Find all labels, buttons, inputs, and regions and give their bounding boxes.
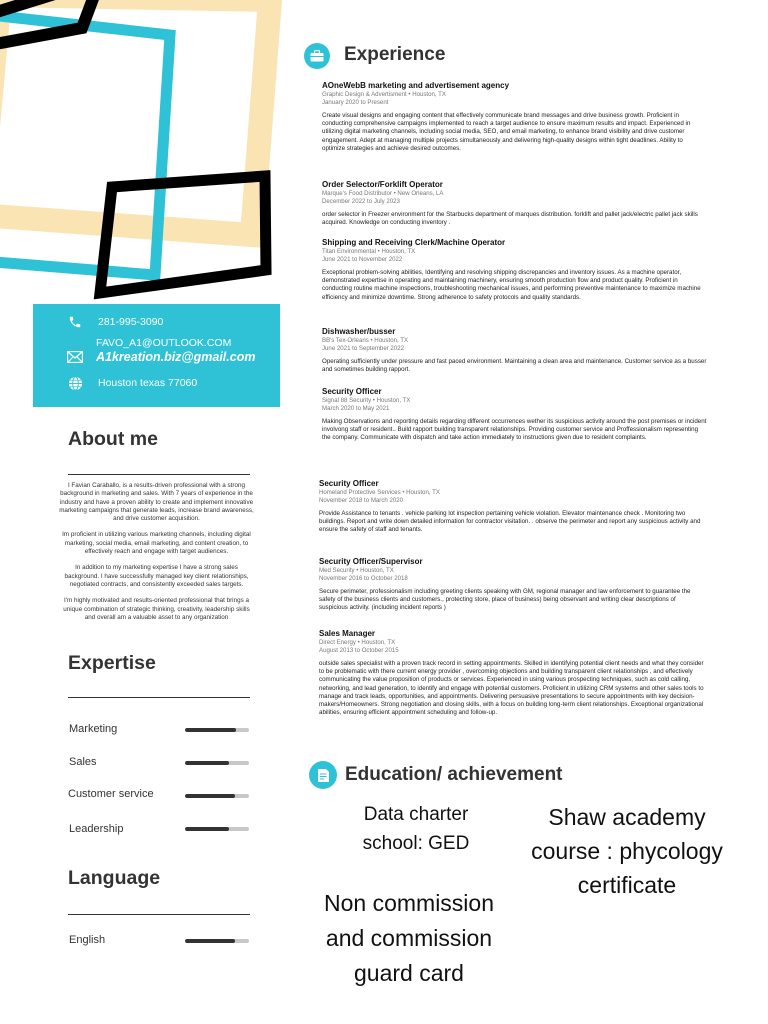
education-heading: Education/ achievement (345, 764, 563, 785)
skill-bar-fill (185, 761, 229, 765)
job-company: BB's Tex-Orleans • Houston, TX (322, 337, 409, 344)
skill-bar-fill (185, 728, 236, 732)
job-title: Order Selector/Forklift Operator (322, 180, 443, 189)
skill-bar (185, 827, 249, 831)
job-dates: March 2020 to May 2021 (322, 405, 390, 412)
skill-bar (185, 761, 249, 765)
job-description: outside sales specialist with a proven track record in setting appointments. Skilled in identifying potential client needs and what they consider to be problematic with there current energy provider , overcoming objections and building transparent client relationships , and effectively communicating the value proposition of products or services. Experienced in using various prospecting techniques, such as cold calling, networking, and lead generation, to identify and engage with potential customers. Proficient in utilizing CRM systems and other sales tools to manage and track leads, opportunities, and appointments. Delivering persuasive presentations to secure appointments with key decision-makers/Homeowners. Strong negotiation and closing skills, with a focus on building long-term client relationships. Exceptional organizational abilities, ensuring efficient appointment scheduling and follow-up. (319, 660, 704, 717)
job-description: Exceptional problem-solving abilities, Identifying and resolving shipping discrepancies and inventory issues. As a machine operator, demonstrated expertise in operating and maintaining machinery, ensuring smooth production flow and product quality. Proficient in conducting routine machine inspections, troubleshooting mechanical issues, and performing preventive maintenance to maximize machine efficiency and minimize downtime. Strong adherence to safety protocols and quality standards. (322, 269, 701, 301)
job-title: Dishwasher/busser (322, 327, 396, 336)
job-company: Marque's Food Distributor • New Orleans, LA (322, 190, 444, 197)
contact-panel (33, 304, 280, 407)
job-company: Homeland Protective Services • Houston, TX (319, 489, 440, 496)
job-company: Titan Environmental • Houston, TX (322, 248, 416, 255)
job-description: order selector in Freezer environment for the Starbucks department of marques distribution. forklift and pallet jack/electric pallet jack skills acquired. Knowledge on conducting inventory . (322, 211, 698, 227)
about-heading: About me (68, 428, 158, 450)
job-description: Provide Assistance to tenants . vehicle parking lot inspection pertaining vehicle violation. Elevator maintenance check . Monitoring two buildings. Report and write down detailed information for contractor visitation. . observe the perimeter and report any suspicious activity and ensure the safety of staff and tenants. (319, 510, 701, 534)
job-title: Shipping and Receiving Clerk/Machine Operator (322, 238, 506, 247)
about-text (58, 482, 255, 630)
job-description: Operating sufficiently under pressure and fast paced environment. Maintaining a clean area and maintenance. Customer service as a busser and sometimes building rapport. (322, 358, 707, 374)
skill-label: Leadership (69, 823, 124, 835)
about-paragraph: Im proficient in utilizing various marketing channels, including digital marketing, social media, email marketing, and content creation, to effectively reach and engage with target audiences. (62, 531, 251, 556)
job-dates: January 2020 to Present (322, 99, 389, 106)
decorative-frames (0, 0, 300, 300)
job-dates: August 2013 to October 2015 (319, 647, 399, 654)
job-title: Security Officer/Supervisor (319, 557, 423, 566)
location-text: Houston texas 77060 (98, 377, 198, 389)
email-gmail[interactable]: A1kreation.biz@gmail.com (96, 350, 256, 364)
contact-phone-row (33, 314, 163, 330)
skill-label: Marketing (69, 723, 118, 735)
job-title: Sales Manager (319, 629, 376, 638)
skill-bar (185, 794, 249, 798)
job-company: Med Security • Houston, TX (319, 567, 394, 574)
language-label: English (69, 934, 106, 946)
phone-icon (67, 314, 83, 330)
skill-bar-fill (185, 827, 229, 831)
about-paragraph: In addition to my marketing expertise I have a strong sales background. I have successfully managed key client relationships, negotiated contracts, and consistently exceeded sales targets. (64, 564, 249, 588)
job-dates: November 2018 to March 2020 (319, 497, 404, 504)
expertise-heading: Expertise (68, 652, 156, 674)
job-title: Security Officer (319, 479, 379, 488)
job-entry (322, 81, 707, 153)
language-divider (68, 914, 250, 915)
envelope-icon (67, 349, 83, 365)
job-dates: June 2021 to November 2022 (322, 256, 403, 263)
skill-label: Customer service (68, 788, 154, 800)
globe-icon (67, 375, 83, 391)
skill-bar (185, 728, 249, 732)
job-entry (322, 180, 707, 227)
job-entry (322, 387, 707, 443)
contact-location-row (33, 375, 197, 391)
job-description: Secure perimeter, professionalism including greeting clients speaking with GM, regional manager and law enforcement to guarantee the safety of the business clients and customers., protecting store, place of business) being observant and writing clear descriptions of suspicious activity. (including incident reports ) (319, 588, 691, 612)
education-guard-card: Non commission and commission guard card (324, 890, 494, 986)
about-paragraph: I'm highly motivated and results-oriented professional that brings a unique combination of strategic thinking, creativity, leadership skills and overall am a valuable asset to any organization (63, 597, 250, 621)
briefcase-icon (304, 43, 330, 69)
job-entry (322, 327, 707, 374)
skill-bar-fill (185, 794, 235, 798)
job-entry (319, 557, 704, 613)
education-ged: Data charter school: GED (362, 804, 470, 854)
job-dates: June 2021 to September 2022 (322, 345, 404, 352)
document-icon (309, 761, 337, 789)
education-shaw-certificate: Shaw academy course : phycology certificate (531, 804, 723, 898)
phone-number[interactable]: 281-995-3090 (98, 316, 164, 328)
job-entry (319, 479, 704, 535)
job-entry (322, 238, 707, 302)
skill-label: Sales (69, 756, 97, 768)
about-divider (68, 474, 250, 475)
experience-heading: Experience (344, 44, 446, 65)
email-outlook[interactable]: FAVO_A1@OUTLOOK.COM (96, 337, 232, 349)
job-title: AOneWebB marketing and advertisement agency (322, 81, 510, 90)
job-dates: November 2016 to October 2018 (319, 575, 408, 582)
job-company: Graphic Design & Advertisment • Houston, TX (322, 91, 446, 98)
about-paragraph: I Favian Caraballo, is a results-driven professional with a strong background in marketing and sales. With 7 years of experience in the industry and have a proven ability to create and implement innovative marketing campaigns that generate leads, increase brand awareness, and drive customer acquisition. (59, 482, 254, 523)
job-description: Create visual designs and engaging content that effectively communicate brand messages and drive business growth. Proficient in conducting comprehensive campaigns implemented to reach a target audience to ensure maximum results and impact. Experienced in utilizing digital marketing channels, including social media, SEO, and email marketing, to enhance brand visibility and drive customer engagement. Adept at managing multiple projects simultaneously and delivering high-quality designs within tight deadlines. Ability to optimize strategies and achieve desired outcomes. (322, 112, 691, 152)
job-entry (319, 629, 704, 717)
expertise-divider (68, 697, 250, 698)
job-dates: December 2022 to July 2023 (322, 198, 400, 205)
language-bar (185, 939, 249, 943)
language-heading: Language (68, 867, 161, 889)
language-bar-fill (185, 939, 235, 943)
job-company: Direct Energy • Houston, TX (319, 639, 396, 646)
job-description: Making Observations and reporting details regarding different occurrences wether its suspicious activity around the post premises or incident involvong staff or resident.. Build rapport building transparent relationships. Providing customer service and Proffessionalism representing the company. Communicate with dispatch and take action immediately to instructions given due to resident complaints. (322, 418, 707, 442)
job-title: Security Officer (322, 387, 382, 396)
contact-email-row (33, 349, 255, 365)
job-company: Signal 88 Security • Houston, TX (322, 397, 411, 404)
